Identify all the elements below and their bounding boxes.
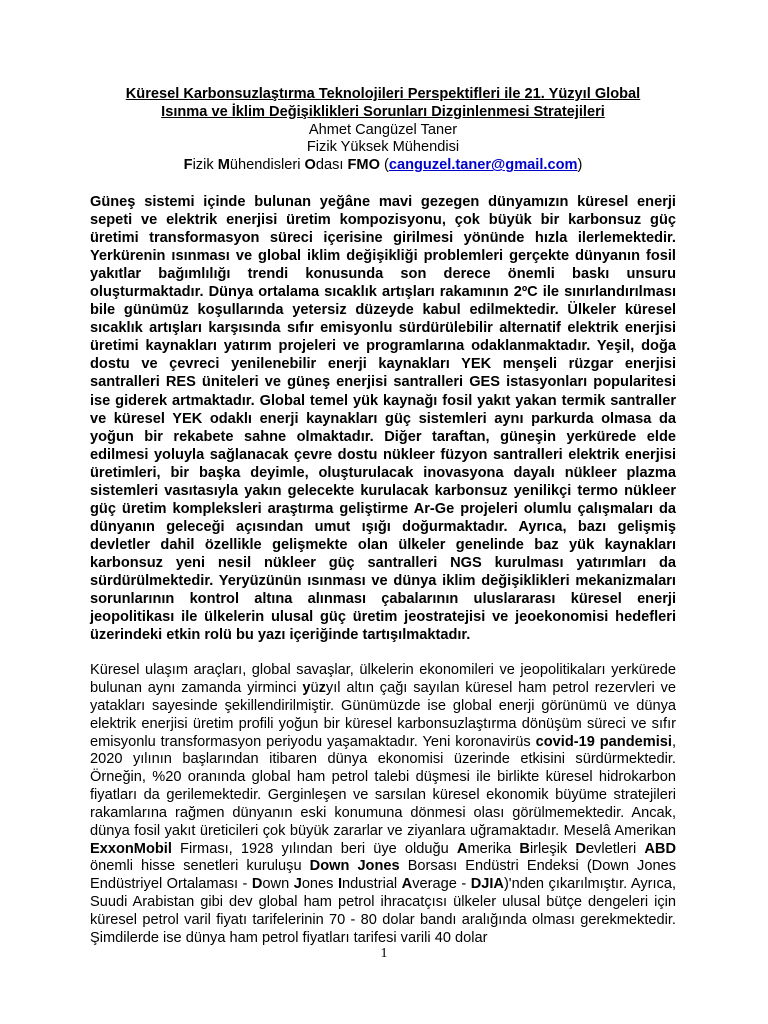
document-page	[90, 86, 676, 948]
title-line-1: Küresel Karbonsuzlaştırma Teknolojileri Perspektifleri ile 21. Yüzyıl Global	[125, 86, 641, 102]
covid-term: covid-19 pandemisi	[535, 733, 672, 750]
abstract-paragraph: Güneş sistemi içinde bulunan yeğâne mavi gezegen dünyamızın küresel enerji sepeti ve elektrik enerjisi üretim kompozisyonu, çok büyük bir karbonsuz güç üretimi transformasyon süreci içerisine girilmesi yönünde hızla ilerlemektedir. Yerkürenin ısınması ve global iklim değişikliği problemleri gerçekte dünyanın fosil yakıtlar bağımlılığı trendi konusunda son derece önemli baskı unsuru oluşturmaktadır. Dünya ortalama sıcaklık artışları rakamının 2ºC ile sınırlandırılması bile günümüz koşullarında yetersiz düzeyde kabul edilmektedir. Ülkeler küresel sıcaklık artışları karşısında sıfır emisyonlu sürdürülebilir alternatif elektrik enerjisi üretimi kaynakları yatırım projeleri ve programlarına odaklanmaktadır. Yeşil, doğa dostu ve çevreci yenilenebilir enerji kaynakları YEK menşeli rüzgar enerjisi santralleri RES üniteleri ve güneş enerjisi santralleri GES istasyonları popularitesi ise giderek artmaktadır. Global temel yük kaynağı fosil yakıt yakan termik santraller ve küresel YEK odaklı enerji kaynakları güç sistemleri aynı parkurda olmasa da yoğun bir rekabete sahne olmaktadır. Diğer taraftan, güneşin yerkürede elde edilmesi yoluyla sağlanacak çevre dostu nükleer füzyon santralleri elektrik enerjisi üretimleri, bir başka deyimle, oluşturulacak inovasyona dayalı nükleer plazma sistemleri vasıtasıyla yakın gelecekte kurulacak karbonsuz yenilikçi termo nükleer güç üretim kompleksleri araştırma geliştirme Ar-Ge projeleri olumlu çalışmaları da dünyanın geleceği açısından umut ışığı doğurmaktadır. Ayrıca, bazı gelişmiş devletler dahil özellikle gelişmekte olan ülkeler genelinde baz yük kaynakları karbonsuz yeni nesil nükleer güç santralleri NGS kurulması yatırımları da sürdürülmektedir. Yeryüzünün ısınması ve dünya iklim değişiklikleri mekanizmaları sorunlarının kontrol altına alınması çabalarının uluslararası küresel enerji jeopolitikası ile ülkelerin ulusal güç üretim jeostratejisi ve jeoekonomisi hedefleri üzerindeki etkin rolü bu yazı içeriğinde tartışılmaktadır.	[90, 193, 676, 644]
author-role: Fizik Yüksek Mühendisi	[306, 139, 460, 156]
title-line-2: Isınma ve İklim Değişiklikleri Sorunları Dizginlenmesi Stratejileri	[161, 103, 605, 120]
author-organization: Fizik Mühendisleri Odası FMO (canguzel.taner@gmail.com)	[183, 157, 583, 174]
author-name: Ahmet Cangüzel Taner	[308, 121, 458, 138]
exxon-term: ExxonMobil	[90, 840, 172, 857]
page-number: 1	[380, 946, 388, 961]
document-header	[90, 86, 676, 175]
body-paragraph: Küresel ulaşım araçları, global savaşlar, ülkelerin ekonomileri ve jeopolitikaları yerkürede bulunan aynı zamanda yirminci yüzyıl altın çağı sayılan küresel ham petrol rezervleri ve yatakları sayesinde şekillendirilmiştir. Günümüzde ise global enerji görünümü ve dünya elektrik enerjisi üretim profili yoğun bir küresel karbonsuzlaştırma dönüşüm süreci ve sıfır emisyonlu transformasyon periyodu yaşamaktadır. Yeni koronavirüs covid-19 pandemisi, 2020 yılının başlarından itibaren dünya ekonomisi üzerinde etkisini sürdürmektedir. Örneğin, %20 oranında global ham petrol talebi düşmesi ile birlikte küresel hidrokarbon fiyatları da gerilemektedir. Gerginleşen ve sarsılan küresel ekonomik büyüme stratejileri rakamlarına rağmen dünyanın eski konumuna dönmesi olası görülmemektedir. Ancak, dünya fosil yakıt üreticileri çok büyük zararlar ve ziyanlara uğramaktadır. Meselâ Amerikan ExxonMobil Firması, 1928 yılından beri üye olduğu Amerika Birleşik Devletleri ABD önemli hisse senetleri kuruluşu Down Jones Borsası Endüstri Endeksi (Down Jones Endüstriyel Ortalaması - Down Jones Industrial Average - DJIA)'nden çıkarılmıştır. Ayrıca, Suudi Arabistan gibi dev global ham petrol ihracatçısı ülkeler ulusal bütçe dengeleri için küresel petrol varil fiyatı tarifelerinin 70 - 80 dolar bandı aralığında olması gerekmektedir. Şimdilerde ise dünya ham petrol fiyatları tarifesi varili 40 dolar	[90, 662, 677, 946]
email-link[interactable]: canguzel.taner@gmail.com	[388, 157, 578, 174]
dow-jones-term: Down Jones	[309, 858, 400, 875]
